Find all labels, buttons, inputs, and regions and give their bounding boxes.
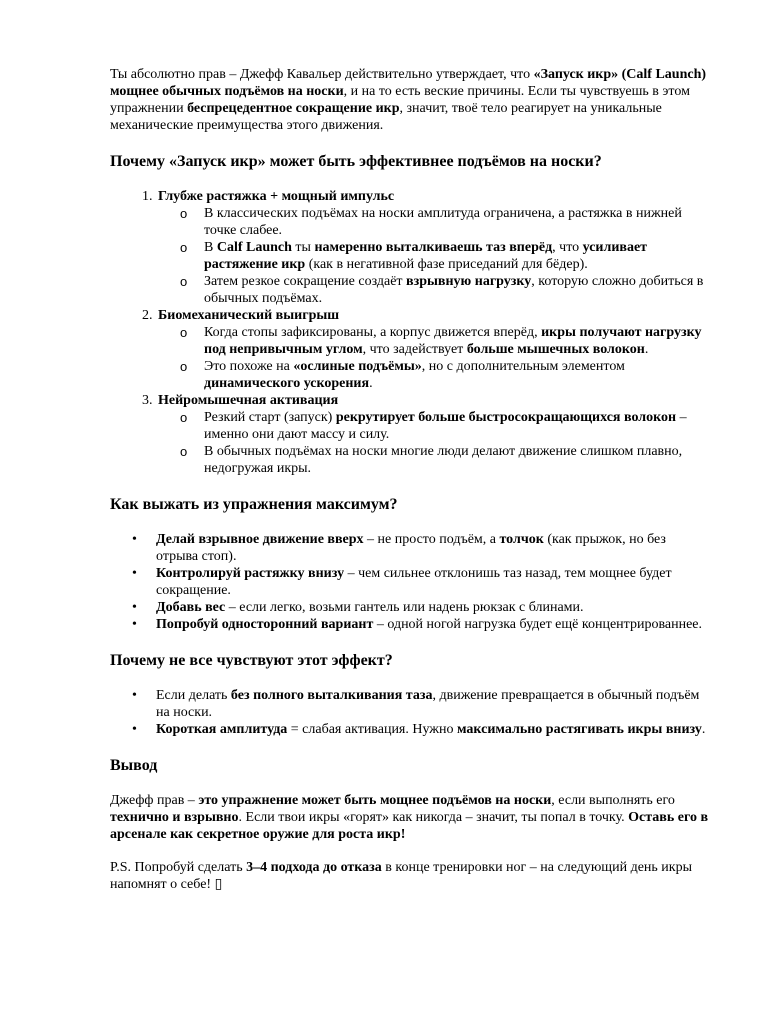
intro-text-3: , значит, твоё тело реагирует на уникальные механические преимущества этого движения. [110,101,662,133]
tip-text: – не просто подъём, а [363,532,500,547]
sub-bold: больше мышечных волокон [466,342,645,357]
sub-bold: динамического ускорения [204,376,370,391]
not-text: . [701,722,706,737]
tip-item [156,565,710,599]
reasons-not-list [110,687,710,738]
sub-item [204,443,710,477]
sub-text: Затем резкое сокращение создаёт [204,274,407,289]
not-text: = слабая активация. Нужно [287,722,457,737]
reason-item [156,307,710,392]
conclusion-text: , если выполнять его [551,793,675,808]
ps-text: в конце тренировки ног – на следующий день икры напомнят о себе! [110,860,692,892]
reason-sublist [158,205,710,307]
sub-text: . [369,376,373,391]
sub-text: В [204,240,217,255]
heading-conclusion: Вывод [110,757,158,774]
sub-bold: «ослиные подъёмы» [293,359,422,374]
reason-title: Нейромышечная активация [158,393,339,408]
sub-text: Это похоже на [204,359,294,374]
tip-bold: Контролируй растяжку внизу [156,566,345,581]
sub-bold: взрывную нагрузку [406,274,532,289]
sub-item [204,324,710,358]
sub-text: В классических подъёмах на носки амплитуда ограничена, а растяжка в нижней точке слабее. [204,206,682,238]
sub-text: (как в негативной фазе приседаний для бёдер). [305,257,588,272]
sub-text: , что [552,240,583,255]
tip-text: – одной ногой нагрузка будет ещё концентрированнее. [373,617,703,632]
ps-bold: 3–4 подхода до отказа [246,860,382,875]
sub-text: , что задействует [362,342,467,357]
conclusion-bold: это упражнение может быть мощнее подъёмов на носки [198,793,552,808]
not-text: , движение превращается в обычный подъём на носки. [156,688,700,720]
not-bold: максимально растягивать икры внизу [456,722,702,737]
reason-sublist [158,409,710,477]
conclusion-paragraph [110,792,710,843]
tip-item [156,599,710,616]
sub-text: В обычных подъёмах на носки многие люди делают движение слишком плавно, недогружая икры. [204,444,683,476]
sub-item [204,409,710,443]
sub-bold: икры получают нагрузку под непривычным углом [204,325,702,357]
conclusion-bold: Оставь его в арсенале как секретное оружие для роста икр! [110,810,709,842]
heading-maximize: Как выжать из упражнения максимум? [110,496,398,513]
not-item [156,721,710,738]
reason-sublist [158,324,710,392]
intro-bold-2: беспрецедентное сокращение икр [187,101,400,116]
sub-bold: рекрутирует больше быстросокращающихся волокон [335,410,677,425]
reason-title: Биомеханический выигрыш [158,308,340,323]
sub-text: Резкий старт (запуск) [204,410,336,425]
ps-paragraph [110,859,710,893]
reason-item [156,392,710,477]
sub-item [204,205,710,239]
conclusion-text: Джефф прав – [110,793,199,808]
sub-item [204,273,710,307]
reasons-list [110,188,710,477]
tips-list [110,531,710,633]
reason-item [156,188,710,307]
tip-text: – если легко, возьми гантель или надень рюкзак с блинами. [225,600,584,615]
not-bold: без полного выталкивания таза [230,688,433,703]
sub-text: , но с дополнительным элементом [421,359,625,374]
conclusion-text: . Если твои икры «горят» как никогда – значит, ты попал в точку. [238,810,629,825]
intro-text-1: Ты абсолютно прав – Джефф Кавальер действительно утверждает, что [110,67,534,82]
sub-text: ты [291,240,315,255]
tip-item [156,616,710,633]
tip-bold: толчок [499,532,544,547]
tip-item [156,531,710,565]
sub-bold: Calf Launch [216,240,292,255]
sub-text: , которую сложно добиться в обычных подъёмах. [204,274,704,306]
tip-bold: Делай взрывное движение вверх [156,532,364,547]
sub-bold: усиливает растяжение икр [204,240,648,272]
sub-bold: намеренно выталкиваешь таз вперёд [314,240,553,255]
document-body [110,66,710,893]
sub-item [204,239,710,273]
sub-text: . [644,342,649,357]
reason-title: Глубже растяжка + мощный импульс [158,189,395,204]
tip-bold: Попробуй односторонний вариант [156,617,374,632]
sub-item [204,358,710,392]
not-text: Если делать [156,688,231,703]
not-bold: Короткая амплитуда [156,722,288,737]
tip-text: (как прыжок, но без отрыва стоп). [156,532,666,564]
not-item [156,687,710,721]
intro-paragraph [110,66,710,134]
tip-bold: Добавь вес [156,600,226,615]
heading-why-effective: Почему «Запуск икр» может быть эффективнее подъёмов на носки? [110,153,602,170]
intro-bold-1: «Запуск икр» (Calf Launch) мощнее обычных подъёмов на носки [110,67,707,99]
conclusion-bold: технично и взрывно [110,810,239,825]
sub-text: – именно они дают массу и силу. [204,410,687,442]
heading-not-everyone: Почему не все чувствуют этот эффект? [110,652,393,669]
intro-text-2: , и на то есть веские причины. Если ты чувствуешь в этом упражнении [110,84,690,116]
tip-text: – чем сильнее отклонишь таз назад, тем мощнее будет сокращение. [156,566,672,598]
ps-text: P.S. Попробуй сделать [110,860,247,875]
sub-text: Когда стопы зафиксированы, а корпус движется вперёд, [204,325,542,340]
missing-emoji-icon: ▯ [214,877,223,892]
